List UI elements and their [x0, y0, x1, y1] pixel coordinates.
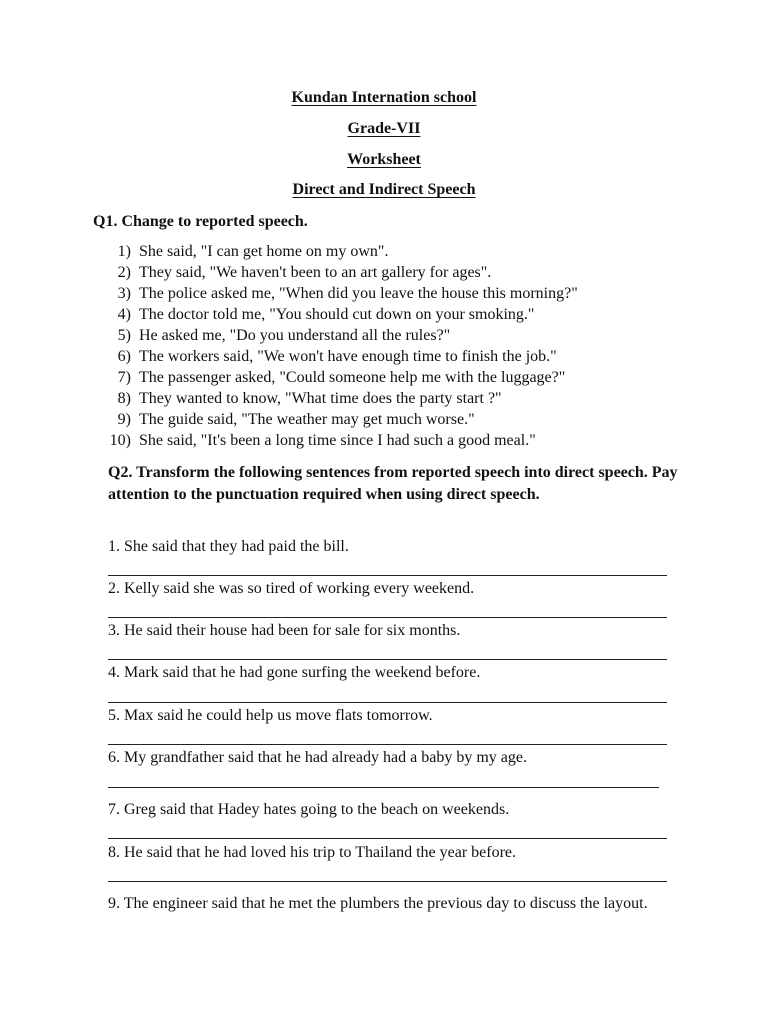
- list-item: [102, 409, 702, 430]
- q2-item-6: 6. My grandfather said that he had already had a baby by my age.: [108, 749, 527, 766]
- q2-item-2: 2. Kelly said she was so tired of working every weekend.: [108, 580, 475, 597]
- q2-item-3: 3. He said their house had been for sale for six months.: [108, 622, 461, 639]
- grade-heading: Grade-VII: [347, 120, 421, 137]
- answer-line-4[interactable]: [108, 702, 667, 703]
- item-number: 9): [117, 411, 131, 428]
- item-text: The passenger asked, "Could someone help me with the luggage?": [139, 369, 566, 386]
- item-number: 6): [117, 348, 131, 365]
- item-text: They wanted to know, "What time does the party start ?": [139, 390, 502, 407]
- answer-line-3[interactable]: [108, 659, 667, 660]
- answer-line-1[interactable]: [108, 575, 667, 576]
- item-number: 8): [117, 390, 131, 407]
- list-item: [102, 346, 702, 367]
- list-item: [102, 388, 702, 409]
- answer-line-5[interactable]: [108, 744, 667, 745]
- item-text: The workers said, "We won't have enough time to finish the job.": [139, 348, 557, 365]
- item-number: 5): [117, 327, 131, 344]
- list-item: [102, 241, 702, 262]
- item-number: 4): [117, 306, 131, 323]
- q2-item-7: 7. Greg said that Hadey hates going to the beach on weekends.: [108, 801, 510, 818]
- answer-line-2[interactable]: [108, 617, 667, 618]
- item-text: The police asked me, "When did you leave the house this morning?": [139, 285, 578, 302]
- item-text: The doctor told me, "You should cut down on your smoking.": [139, 306, 535, 323]
- item-text: They said, "We haven't been to an art gallery for ages".: [139, 264, 492, 281]
- list-item: [102, 325, 702, 346]
- item-text: He asked me, "Do you understand all the rules?": [139, 327, 451, 344]
- q1-list: [102, 241, 702, 451]
- list-item: [102, 283, 702, 304]
- list-item: [102, 262, 702, 283]
- q2-item-8: 8. He said that he had loved his trip to Thailand the year before.: [108, 844, 517, 861]
- item-text: She said, "I can get home on my own".: [139, 243, 389, 260]
- item-number: 2): [117, 264, 131, 281]
- item-text: The guide said, "The weather may get much worse.": [139, 411, 475, 428]
- item-number: 7): [117, 369, 131, 386]
- q2-item-4: 4. Mark said that he had gone surfing the weekend before.: [108, 664, 481, 681]
- q2-item-1: 1. She said that they had paid the bill.: [108, 538, 349, 555]
- list-item: [102, 367, 702, 388]
- list-item: [102, 430, 702, 451]
- topic-heading: Direct and Indirect Speech: [292, 181, 476, 198]
- item-number: 10): [109, 432, 131, 449]
- list-item: [102, 304, 702, 325]
- worksheet-heading: Worksheet: [347, 151, 421, 168]
- answer-line-7[interactable]: [108, 838, 667, 839]
- q2-title: Q2. Transform the following sentences from reported speech into direct speech. Pay attention to the punctuation required when using direct speech.: [108, 464, 678, 503]
- item-number: 3): [117, 285, 131, 302]
- q2-item-5: 5. Max said he could help us move flats tomorrow.: [108, 707, 433, 724]
- q1-title: Q1. Change to reported speech.: [93, 213, 308, 230]
- answer-line-8[interactable]: [108, 881, 667, 882]
- answer-line-6[interactable]: [108, 787, 659, 788]
- item-number: 1): [117, 243, 131, 260]
- school-name: Kundan Internation school: [291, 89, 477, 106]
- q2-item-9: 9. The engineer said that he met the plumbers the previous day to discuss the layout.: [108, 895, 648, 912]
- item-text: She said, "It's been a long time since I had such a good meal.": [139, 432, 536, 449]
